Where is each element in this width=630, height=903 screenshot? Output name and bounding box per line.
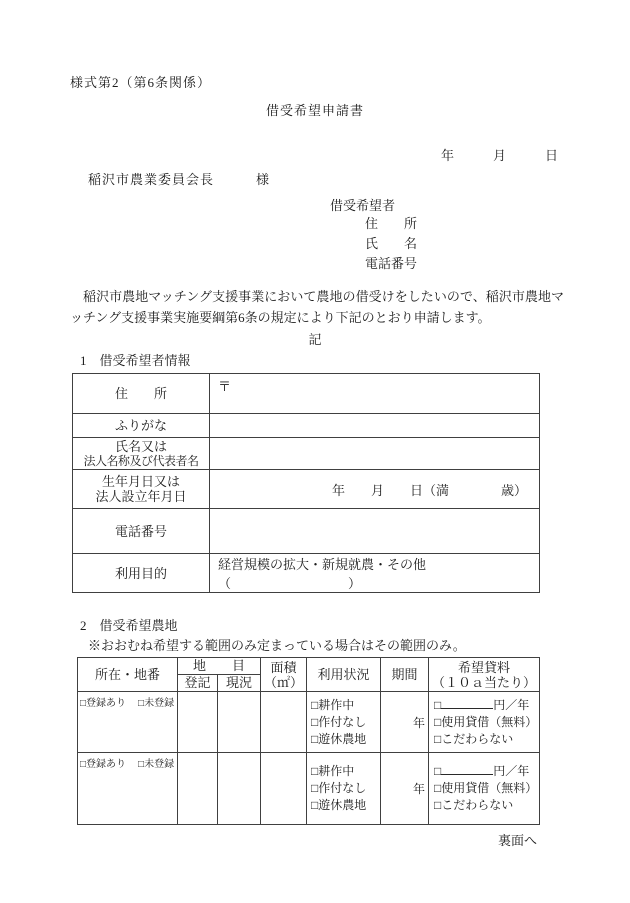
furigana-input-cell — [210, 414, 540, 438]
header-rent — [429, 658, 540, 692]
addressee-line: 稲沢市農業委員会長 様 — [88, 172, 271, 187]
address-input-cell: 〒 — [210, 374, 540, 414]
rent-amount-blank — [441, 698, 493, 709]
header-location: 所在・地番 — [78, 658, 178, 692]
section2-heading: 2 借受希望農地 — [80, 618, 178, 633]
applicant-heading: 借受希望者 — [330, 198, 396, 213]
furigana-label-cell: ふりがな — [73, 414, 210, 438]
applicant-phone-label: 電話番号 — [365, 256, 418, 271]
current-category-cell — [218, 753, 261, 825]
area-cell — [261, 692, 307, 753]
section1-heading: 1 借受希望者情報 — [80, 353, 191, 368]
body-paragraph: 稲沢市農地マッチング支援事業において農地の借受けをしたいので、稲沢市農地マッチング支援事業実施要綱第6条の規定により下記のとおり申請します。 — [70, 289, 564, 325]
purpose-input-cell: 経営規模の拡大・新規就農・その他（ ） — [210, 554, 540, 593]
rent-unit-label: 円／年 — [493, 764, 530, 778]
rent-checkbox: □ — [434, 697, 442, 712]
header-area-line2: （㎡） — [264, 674, 304, 690]
period-cell: 年 — [381, 753, 429, 825]
period-cell: 年 — [381, 692, 429, 753]
name-input-cell — [210, 438, 540, 470]
name-label-line1: 氏名又は — [114, 438, 167, 454]
farmland-row — [78, 753, 540, 825]
page-title: 借受希望申請書 — [265, 103, 364, 118]
rent-checkbox: □ — [434, 764, 442, 778]
checkbox-idle-farmland: □遊休農地 — [311, 798, 367, 812]
section2-note: ※おおむね希望する範囲のみ定まっている場合はその範囲のみ。 — [88, 638, 466, 653]
birth-label-line1: 生年月日又は — [101, 474, 180, 489]
checkbox-no-preference: □こだわらない — [434, 798, 514, 812]
phone-input-cell — [210, 509, 540, 554]
record-mark: 記 — [308, 332, 322, 347]
checkbox-registered: □登録あり — [80, 698, 127, 709]
applicant-info-table — [72, 373, 540, 593]
birth-label-line2: 法人設立年月日 — [95, 489, 187, 504]
birth-label-cell — [73, 470, 210, 509]
checkbox-unregistered: □未登録 — [138, 698, 175, 709]
header-usage: 利用状況 — [307, 658, 381, 692]
header-area — [261, 658, 307, 692]
address-label-cell: 住 所 — [73, 374, 210, 414]
checkbox-cultivating: □耕作中 — [311, 697, 355, 712]
rent-unit-label: 円／年 — [493, 697, 530, 712]
checkbox-rent-yen — [434, 763, 539, 780]
checkbox-free-loan: □使用貸借（無料） — [434, 714, 538, 729]
header-land-category: 地 目 — [178, 658, 261, 675]
header-rent-line2: （１０ａ当たり） — [432, 674, 537, 690]
registration-options — [80, 755, 175, 770]
checkbox-idle-farmland: □遊休農地 — [311, 731, 367, 746]
farmland-table — [77, 657, 540, 825]
header-period: 期間 — [381, 658, 429, 692]
usage-cell — [307, 753, 381, 825]
checkbox-rent-yen — [434, 697, 539, 714]
current-category-cell — [218, 692, 261, 753]
header-current: 現況 — [218, 675, 261, 692]
name-label-line2: 法人名称及び代表者名 — [83, 453, 199, 468]
checkbox-free-loan: □使用貸借（無料） — [434, 781, 538, 795]
checkbox-registered: □登録あり — [80, 759, 127, 770]
date-line: 年 月 日 — [440, 148, 558, 163]
area-cell — [261, 753, 307, 825]
back-page-note: 裏面へ — [497, 833, 537, 848]
registration-options — [80, 694, 175, 709]
applicant-block — [0, 195, 630, 274]
purpose-label-cell: 利用目的 — [73, 554, 210, 593]
checkbox-no-preference: □こだわらない — [434, 731, 514, 746]
name-label-cell — [73, 438, 210, 470]
registered-category-cell — [178, 753, 218, 825]
table-row-furigana — [73, 414, 540, 438]
header-area-line1: 面積 — [270, 659, 297, 675]
usage-cell — [307, 692, 381, 753]
rent-amount-blank — [441, 764, 493, 775]
phone-label-cell: 電話番号 — [73, 509, 210, 554]
applicant-name-label: 氏 名 — [365, 236, 418, 251]
farmland-header-row1 — [78, 658, 540, 675]
table-row-birth — [73, 470, 540, 509]
location-cell — [78, 753, 178, 825]
table-row-phone — [73, 509, 540, 554]
rent-cell — [429, 753, 540, 825]
checkbox-cultivating: □耕作中 — [311, 764, 355, 778]
form-number: 様式第2（第6条関係） — [70, 75, 212, 90]
table-row-name — [73, 438, 540, 470]
checkbox-no-planting: □作付なし — [311, 714, 367, 729]
registered-category-cell — [178, 692, 218, 753]
checkbox-no-planting: □作付なし — [311, 781, 367, 795]
location-cell — [78, 692, 178, 753]
applicant-address-label: 住 所 — [365, 216, 418, 231]
header-rent-line1: 希望貸料 — [458, 659, 511, 675]
birth-input-cell: 年 月 日（満 歳） — [210, 470, 540, 509]
rent-cell — [429, 692, 540, 753]
table-row-address — [73, 374, 540, 414]
table-row-purpose — [73, 554, 540, 593]
header-registered: 登記 — [178, 675, 218, 692]
farmland-row — [78, 692, 540, 753]
checkbox-unregistered: □未登録 — [138, 759, 175, 770]
